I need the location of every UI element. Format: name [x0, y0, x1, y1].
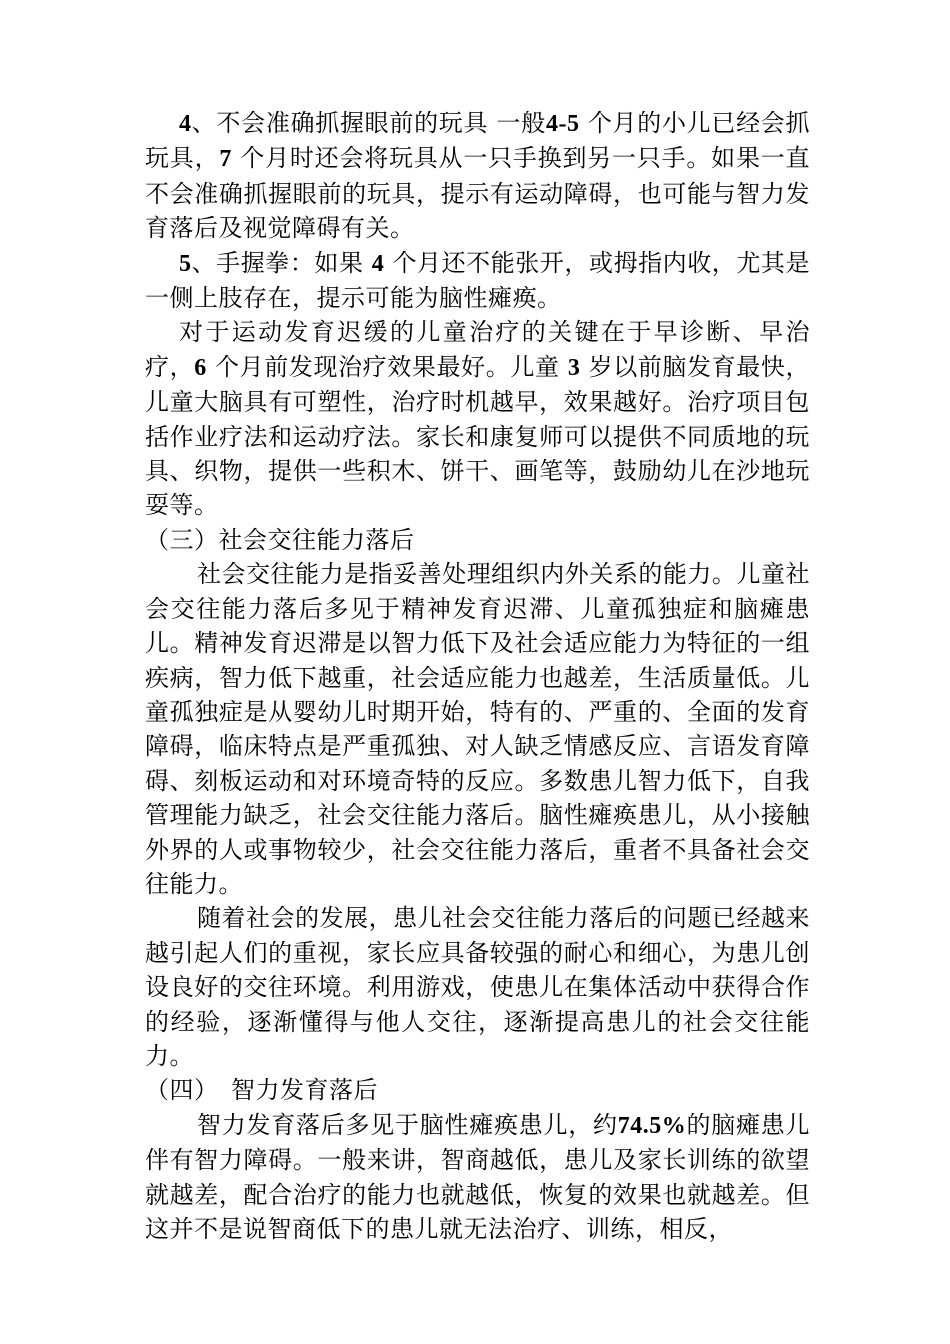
- grasp-text-b: 个月的小儿已经会抓玩具，: [145, 109, 810, 173]
- fist-text-b: 个月还不能张开，或拇指内收，尤其是一侧上肢存在，提示可能为脑性瘫痪。: [145, 248, 810, 313]
- age-seven: 7: [219, 146, 232, 173]
- paragraph-fist: [145, 246, 810, 316]
- treatment-text-a: 对于运动发育迟缓的儿童治疗的关键在于早诊断、早治疗，: [145, 318, 810, 381]
- item-number-5: 5: [179, 250, 192, 277]
- paragraph-motor-treatment: [145, 315, 810, 522]
- age-four: 4: [371, 250, 385, 277]
- document-page: [145, 106, 810, 1246]
- treatment-text-c: 岁以前脑发育最快，儿童大脑具有可塑性，治疗时机越早，效果越好。治疗项目包括作业疗法和运动疗法。家长和康复师可以提供不同质地的玩具、织物，提供一些积木、饼干、画笔等，鼓励幼儿在沙地玩耍等。: [145, 352, 811, 520]
- age-range: 4-5: [545, 111, 580, 137]
- intellect-text-a: 智力发育落后多见于脑性瘫痪患儿，约: [197, 1110, 618, 1139]
- paragraph-intellect: [145, 1108, 810, 1247]
- age-six: 6: [194, 354, 207, 381]
- age-three: 3: [567, 354, 581, 381]
- section-heading-social: （三）社会交往能力落后: [145, 525, 415, 554]
- intellect-text-b: 的脑瘫患儿伴有智力障碍。一般来讲，智商越低，患儿及家长训练的欲望就越差，配合治疗的能力也就越低，恢复的效果也就越差。但这并不是说智商低下的患儿就无法治疗、训练，相反，: [145, 1110, 810, 1243]
- item-number-4: 4: [179, 111, 192, 137]
- fist-text-a: 、手握拳：如果: [191, 248, 364, 277]
- paragraph-grasp-toys: [145, 106, 810, 246]
- section-heading-intellect: （四） 智力发育落后: [145, 1076, 378, 1105]
- grasp-text-a: 、不会准确抓握眼前的玩具 一般: [191, 109, 546, 137]
- grasp-text-c: 个月时还会将玩具从一只手换到另一只手。如果一直不会准确抓握眼前的玩具，提示有运动障碍，也可能与智力发育落后及视觉障碍有关。: [145, 144, 811, 243]
- treatment-text-b: 个月前发现治疗效果最好。儿童: [214, 352, 560, 381]
- paragraph-social-definition: 社会交往能力是指妥善处理组织内外关系的能力。儿童社会交往能力落后多见于精神发育迟滞、儿童孤独症和脑瘫患儿。精神发育迟滞是以智力低下及社会适应能力为特征的一组疾病，智力低下越重，社会适应能力也越差，生活质量低。儿童孤独症是从婴幼儿时期开始，特有的、严重的、全面的发育障碍，临床特点是严重孤独、对人缺乏情感反应、言语发育障碍、刻板运动和对环境奇特的反应。多数患儿智力低下，自我管理能力缺乏，社会交往能力落后。脑性瘫痪患儿，从小接触外界的人或事物较少，社会交往能力落后，重者不具备社会交往能力。: [145, 560, 810, 898]
- percent-value: 74.5%: [617, 1112, 687, 1139]
- paragraph-social-development: 随着社会的发展，患儿社会交往能力落后的问题已经越来越引起人们的重视，家长应具备较强的耐心和细心，为患儿创设良好的交往环境。利用游戏，使患儿在集体活动中获得合作的经验，逐渐懂得与他人交往，逐渐提高患儿的社会交往能力。: [145, 904, 810, 1070]
